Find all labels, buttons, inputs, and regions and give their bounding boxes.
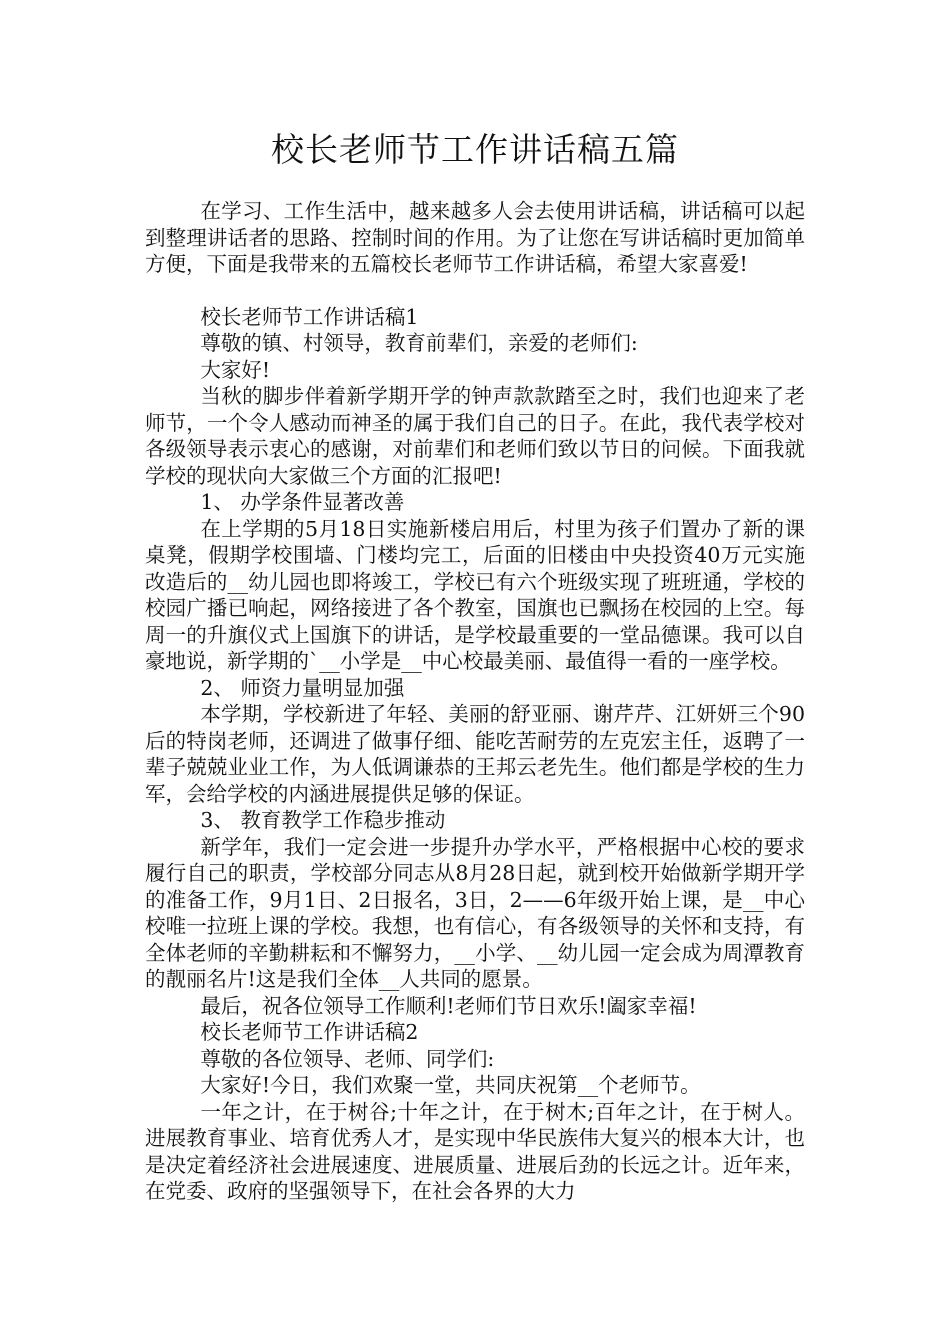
body-paragraph: 新学年，我们一定会进一步提升办学水平，严格根据中心校的要求履行自己的职责，学校部分同志从8月28日起，就到校开始做新学期开学的准备工作，9月1日、2日报名，3日，2——6年级开始上课，是__中心校唯一拉班上课的学校。我想，也有信心，有各级领导的关怀和支持，有全体老师的辛勤耕耘和不懈努力，__小学、__幼儿园一定会成为周潭教育的靓丽名片!这是我们全体__人共同的愿景。 (145, 834, 805, 991)
section-heading: 3、 教育教学工作稳步推动 (200, 808, 446, 832)
body-paragraph: 当秋的脚步伴着新学期开学的钟声款款踏至之时，我们也迎来了老师节，一个令人感动而神圣的属于我们自己的日子。在此，我代表学校对各级领导表示衷心的感谢，对前辈们和老师们致以节日的问候。下面我就学校的现状向大家做三个方面的汇报吧! (145, 384, 805, 488)
section-heading: 2、 师资力量明显加强 (200, 675, 405, 700)
body-paragraph: 本学期，学校新进了年轻、美丽的舒亚丽、谢芹芹、江妍妍三个90后的特岗老师，还调进了做事仔细、能吃苦耐劳的左克宏主任，返聘了一辈子兢兢业业工作，为人低调谦恭的王邦云老先生。他们都是学校的生力军，会给学校的内涵进展提供足够的保证。 (145, 702, 805, 806)
speech-heading: 校长老师节工作讲话稿2 (200, 1020, 419, 1044)
salutation: 尊敬的镇、村领导，教育前辈们，亲爱的老师们: (200, 331, 638, 355)
salutation: 尊敬的各位领导、老师、同学们: (200, 1046, 495, 1071)
greeting: 大家好! (200, 357, 271, 382)
document-body (145, 198, 805, 1205)
document-title: 校长老师节工作讲话稿五篇 (271, 130, 679, 169)
closing-line: 最后，祝各位领导工作顺利!老师们节日欢乐!阖家幸福! (200, 993, 697, 1018)
intro-paragraph: 在学习、工作生活中，越来越多人会去使用讲话稿，讲话稿可以起到整理讲话者的思路、控制时间的作用。为了让您在写讲话稿时更加简单方便，下面是我带来的五篇校长老师节工作讲话稿，希望大家喜爱! (145, 199, 805, 276)
body-paragraph: 在上学期的5月18日实施新楼启用后，村里为孩子们置办了新的课桌凳，假期学校围墙、门楼均完工，后面的旧楼由中央投资40万元实施改造后的__幼儿园也即将竣工，学校已有六个班级实现了班班通，学校的校园广播已响起，网络接进了各个教室，国旗也已飘扬在校园的上空。每周一的升旗仪式上国旗下的讲话，是学校最重要的一堂品德课。我可以自豪地说，新学期的`__小学是__中心校最美丽、最值得一看的一座学校。 (145, 516, 805, 673)
speech-heading: 校长老师节工作讲话稿1 (200, 304, 419, 329)
body-paragraph: 一年之计，在于树谷;十年之计，在于树木;百年之计，在于树人。进展教育事业、培育优秀人才，是实现中华民族伟大复兴的根本大计，也是决定着经济社会进展速度、进展质量、进展后劲的长远之计。近年来，在党委、政府的坚强领导下，在社会各界的大力 (145, 1099, 805, 1203)
section-heading: 1、 办学条件显著改善 (200, 490, 405, 514)
greeting: 大家好!今日，我们欢聚一堂，共同庆祝第__个老师节。 (200, 1073, 701, 1097)
